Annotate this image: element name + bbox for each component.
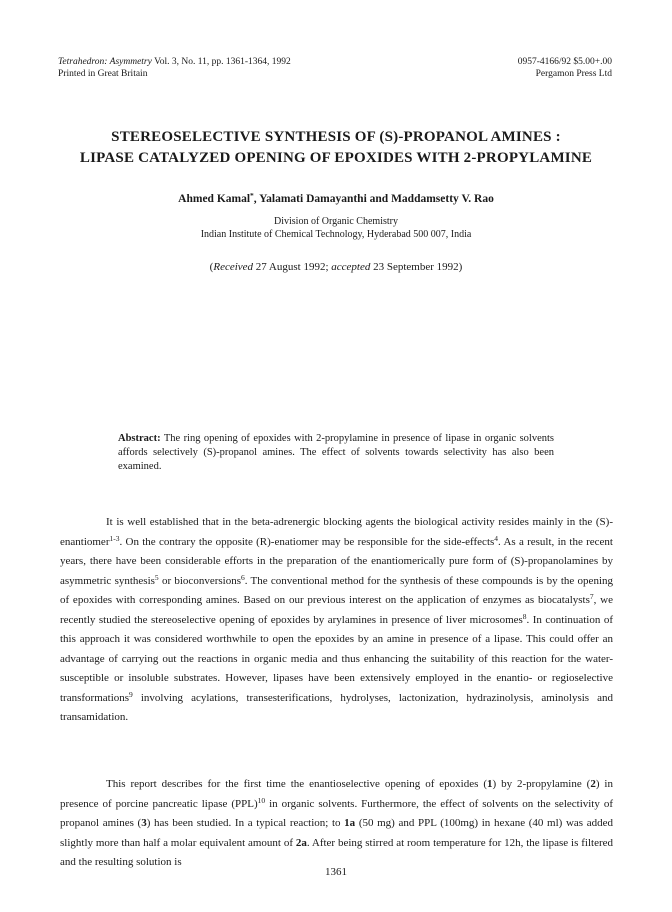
author-others: , Yalamati Damayanthi and Maddamsetty V. Rao — [253, 193, 494, 205]
text-run: , we recently studied the stereoselective opening of epoxides by arylamines in presence of liver microsomes — [60, 594, 614, 626]
citation-details: Vol. 3, No. 11, pp. 1361-1364, 1992 — [151, 57, 291, 67]
reference-superscript: 7 — [589, 592, 594, 601]
compound-number: 2 — [590, 778, 596, 790]
journal-citation — [58, 56, 291, 68]
article-title — [40, 127, 632, 169]
affiliation — [40, 215, 632, 241]
corresponding-author-mark: * — [250, 191, 254, 200]
received-paren: ( — [209, 261, 214, 273]
title-line-1: STEREOSELECTIVE SYNTHESIS OF (S)-PROPANOL AMINES : — [111, 129, 561, 145]
body-paragraph-2 — [60, 775, 613, 873]
received-dates — [40, 261, 632, 273]
accepted-label: accepted — [331, 261, 371, 273]
page-number: 1361 — [325, 866, 347, 878]
accepted-date: 23 September 1992) — [370, 261, 463, 273]
printed-in: Printed in Great Britain — [58, 69, 148, 79]
author-corresponding: Ahmed Kamal — [178, 193, 251, 205]
issn-price: 0957-4166/92 $5.00+.00 — [517, 57, 612, 67]
text-run: . In continuation of this approach it was considered worthwhile to open the epoxides by an amine in presence of a lipase. This could offer an advantage of carrying out the reactions in organic media and thus enhancing the suitability of this reaction for the water-susceptible or insoluble substrates. However, lipases have been extensively employed in the enantio- or regioselective transformations — [60, 613, 613, 704]
publisher: Pergamon Press Ltd — [535, 69, 612, 79]
text-run: or bioconversions — [158, 574, 241, 587]
reference-superscript: 5 — [154, 572, 159, 582]
received-date: 27 August 1992; — [253, 261, 332, 273]
text-run: It is well established that in the beta-adrenergic blocking agents the biological activity resides mainly in the (S)-enantiomer — [60, 516, 613, 548]
compound-number: 3 — [141, 817, 147, 829]
compound-number: 1 — [486, 778, 493, 790]
affiliation-institute: Indian Institute of Chemical Technology, Hyderabad 500 007, India — [200, 229, 472, 240]
title-line-2: LIPASE CATALYZED OPENING OF EPOXIDES WITH 2-PROPYLAMINE — [79, 150, 593, 166]
journal-name: Tetrahedron: Asymmetry — [58, 57, 152, 67]
text-run: ) has been studied. In a typical reaction; to — [146, 817, 345, 829]
text-run: This report describes for the first time the enantioselective opening of epoxides ( — [106, 778, 487, 790]
reference-superscript: 6 — [240, 572, 245, 582]
text-run: involving acylations, transesterifications, hydrolyses, lactonization, hydrazinolysis, aminolysis and transamidation. — [60, 691, 613, 723]
affiliation-division: Division of Organic Chemistry — [274, 216, 398, 227]
running-header-left — [58, 56, 291, 80]
received-label: Received — [213, 261, 254, 273]
abstract-text: The ring opening of epoxides with 2-propylamine in presence of lipase in organic solvents affords selectively (S)-propanol amines. The effect of solvents towards selectivity has also been examined. — [118, 433, 554, 472]
text-run: . The conventional method for the synthesis of these compounds is by the opening of epoxides with corresponding amines. Based on our previous interest on the application of enzymes as biocatalysts — [60, 574, 614, 606]
reference-superscript: 1-3 — [109, 533, 120, 543]
abstract — [118, 432, 554, 474]
text-run: ) by 2-propylamine ( — [492, 778, 591, 790]
text-run: . On the contrary the opposite (R)-enatiomer may be responsible for the side-effects — [119, 535, 495, 548]
body-paragraph-1 — [60, 513, 613, 728]
compound-number: 1a — [344, 817, 356, 829]
author-list — [40, 193, 632, 205]
text-run: in organic solvents. Furthermore, the effect of solvents on the selectivity of propanol amines ( — [60, 797, 613, 829]
reference-superscript: 4 — [494, 533, 499, 543]
text-run: . After being stirred at room temperature for 12h, the lipase is filtered and the resulting solution is — [60, 836, 613, 868]
reference-superscript: 10 — [257, 795, 266, 805]
abstract-label: Abstract: — [118, 433, 161, 444]
reference-superscript: 8 — [522, 611, 527, 621]
text-run: . As a result, in the recent years, there have been considerable efforts in the preparation of the enantiomerically pure form of (S)-propanolamines by asymmetric synthesis — [60, 535, 613, 587]
compound-number: 2a — [295, 836, 307, 849]
reference-superscript: 9 — [129, 689, 133, 699]
text-run: ) in presence of porcine pancreatic lipase (PPL) — [60, 778, 613, 810]
running-header-right — [518, 56, 612, 80]
text-run: (50 mg) and PPL (100mg) in hexane (40 ml) was added slightly more than half a molar equivalent amount of — [60, 817, 613, 849]
